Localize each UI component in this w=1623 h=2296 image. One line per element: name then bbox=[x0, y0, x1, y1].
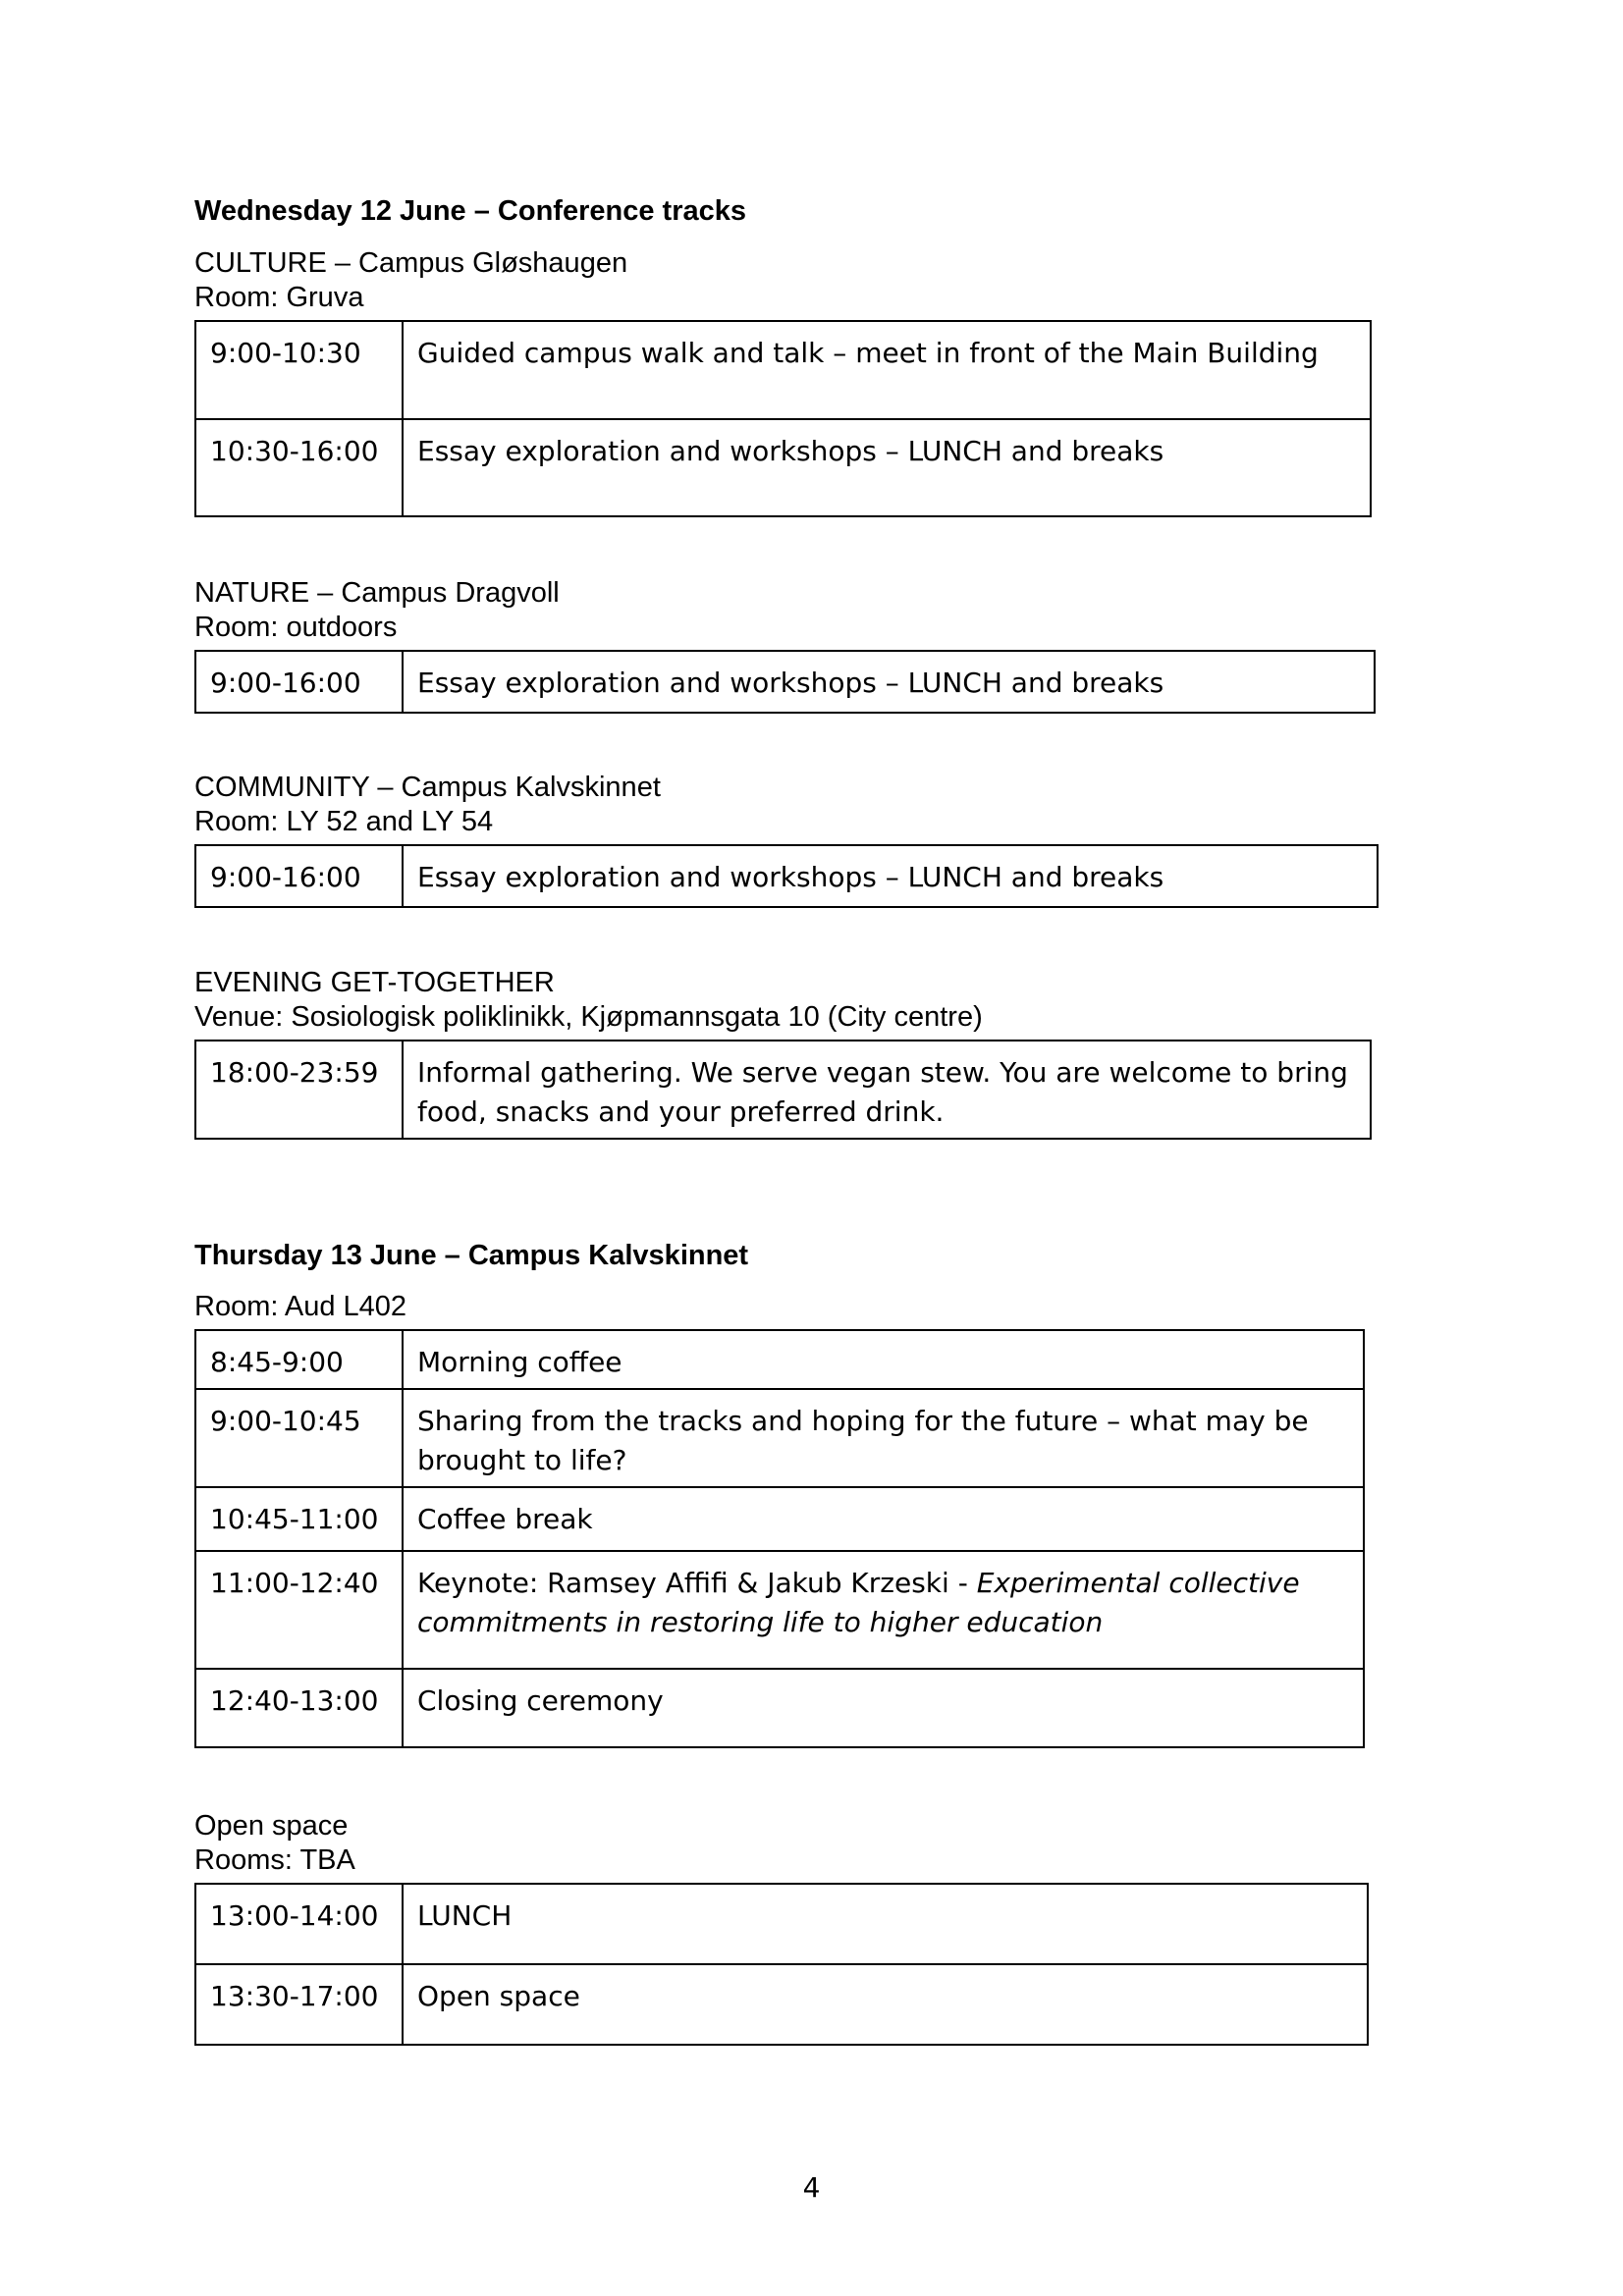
time-cell: 12:40-13:00 bbox=[195, 1669, 403, 1747]
thursday-room: Room: Aud L402 bbox=[194, 1291, 407, 1322]
time-cell: 9:00-10:30 bbox=[195, 321, 403, 419]
table-row bbox=[195, 1389, 1364, 1487]
table-row bbox=[195, 419, 1371, 516]
table-row bbox=[195, 1041, 1371, 1139]
evening-title: EVENING GET-TOGETHER bbox=[194, 967, 555, 998]
time-cell: 9:00-16:00 bbox=[195, 651, 403, 713]
table-row bbox=[195, 321, 1371, 419]
culture-schedule-table bbox=[194, 320, 1372, 517]
description-cell: Closing ceremony bbox=[403, 1669, 1364, 1747]
time-cell: 9:00-16:00 bbox=[195, 845, 403, 907]
description-cell: Morning coffee bbox=[403, 1330, 1364, 1389]
table-row bbox=[195, 1884, 1368, 1964]
description-cell: Coffee break bbox=[403, 1487, 1364, 1551]
time-cell: 13:00-14:00 bbox=[195, 1884, 403, 1964]
description-cell bbox=[403, 1551, 1364, 1669]
culture-track-title: CULTURE – Campus Gløshaugen bbox=[194, 247, 628, 279]
time-cell: 8:45-9:00 bbox=[195, 1330, 403, 1389]
thursday-schedule-table bbox=[194, 1329, 1365, 1748]
time-cell: 13:30-17:00 bbox=[195, 1964, 403, 2045]
evening-venue: Venue: Sosiologisk poliklinikk, Kjøpmannsgata 10 (City centre) bbox=[194, 1001, 983, 1033]
open-space-title: Open space bbox=[194, 1810, 349, 1842]
description-cell: Essay exploration and workshops – LUNCH and breaks bbox=[403, 845, 1378, 907]
community-schedule-table bbox=[194, 844, 1379, 908]
table-row bbox=[195, 845, 1378, 907]
page-number: 4 bbox=[802, 2171, 821, 2204]
nature-track-title: NATURE – Campus Dragvoll bbox=[194, 577, 560, 609]
wednesday-heading: Wednesday 12 June – Conference tracks bbox=[194, 195, 746, 227]
table-row bbox=[195, 1669, 1364, 1747]
table-row bbox=[195, 1551, 1364, 1669]
time-cell: 10:30-16:00 bbox=[195, 419, 403, 516]
table-row bbox=[195, 1330, 1364, 1389]
nature-room: Room: outdoors bbox=[194, 612, 398, 643]
table-row bbox=[195, 651, 1375, 713]
nature-schedule-table bbox=[194, 650, 1376, 714]
open-space-rooms: Rooms: TBA bbox=[194, 1844, 355, 1876]
open-space-schedule-table bbox=[194, 1883, 1369, 2046]
description-cell: Essay exploration and workshops – LUNCH and breaks bbox=[403, 419, 1371, 516]
community-room: Room: LY 52 and LY 54 bbox=[194, 806, 494, 837]
keynote-speakers: Keynote: Ramsey Affifi & Jakub Krzeski - bbox=[417, 1567, 977, 1599]
time-cell: 11:00-12:40 bbox=[195, 1551, 403, 1669]
culture-room: Room: Gruva bbox=[194, 282, 364, 313]
keynote-title: Experimental collective commitments in restoring life to higher education bbox=[417, 1567, 1300, 1638]
community-track-title: COMMUNITY – Campus Kalvskinnet bbox=[194, 772, 661, 803]
thursday-heading: Thursday 13 June – Campus Kalvskinnet bbox=[194, 1240, 749, 1271]
description-cell: Informal gathering. We serve vegan stew. You are welcome to bring food, snacks and your preferred drink. bbox=[403, 1041, 1371, 1139]
table-row bbox=[195, 1964, 1368, 2045]
time-cell: 10:45-11:00 bbox=[195, 1487, 403, 1551]
table-row bbox=[195, 1487, 1364, 1551]
time-cell: 9:00-10:45 bbox=[195, 1389, 403, 1487]
description-cell: LUNCH bbox=[403, 1884, 1368, 1964]
description-cell: Open space bbox=[403, 1964, 1368, 2045]
time-cell: 18:00-23:59 bbox=[195, 1041, 403, 1139]
evening-schedule-table bbox=[194, 1040, 1372, 1140]
description-cell: Guided campus walk and talk – meet in front of the Main Building bbox=[403, 321, 1371, 419]
description-cell: Sharing from the tracks and hoping for the future – what may be brought to life? bbox=[403, 1389, 1364, 1487]
description-cell: Essay exploration and workshops – LUNCH and breaks bbox=[403, 651, 1375, 713]
